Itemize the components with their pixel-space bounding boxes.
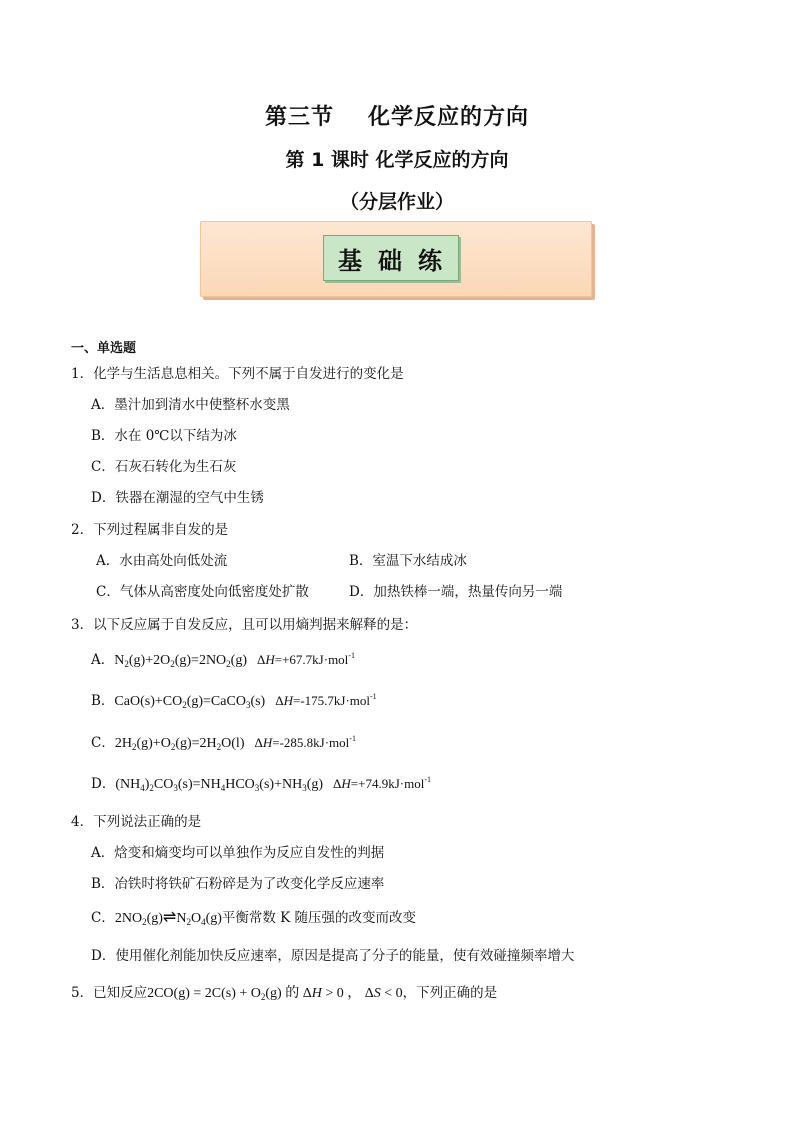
question-2-option-b: B．室温下水结成冰 [349,553,467,569]
question-2-stem: 2．下列过程属非自发的是 [71,522,229,538]
banner [200,221,592,297]
banner-label: 基础练 [323,235,459,281]
question-2-option-d: D．加热铁棒一端，热量传向另一端 [349,584,563,600]
page-title [0,100,794,131]
homework-label: （分层作业） [339,191,454,213]
question-1-option-c: C．石灰石转化为生石灰 [91,459,237,475]
question-1-stem: 1．化学与生活息息相关。下列不属于自发进行的变化是 [71,366,404,382]
question-3-option-c: C．$2H_2(g)+O_2(g)=2H_2O(l)$ ΔH=-285.8kJ·mol$^{-1}$ [91,734,356,752]
question-3-option-a: A．$N_2(g)+2O_2(g)=2NO_2(g)$ ΔH=+67.7kJ·mol$^{-1}$ [91,651,355,669]
question-3-option-d: D．$(NH_4)_2CO_3(s)=NH_4HCO_3(s)+NH_3(g)$ ΔH=+74.9kJ·mol$^{-1}$ [91,775,431,793]
question-4-option-d: D．使用催化剂能加快反应速率，原因是提高了分子的能量，使有效碰撞频率增大 [91,948,575,964]
question-2-option-c: C．气体从高密度处向低密度处扩散 [96,584,309,600]
question-4-option-b: B．冶铁时将铁矿石粉碎是为了改变化学反应速率 [91,876,385,892]
question-1-option-d: D．铁器在潮湿的空气中生锈 [91,490,264,506]
question-4-stem: 4．下列说法正确的是 [71,814,202,830]
question-2-option-a: A．水由高处向低处流 [96,553,228,569]
question-3-stem: 3．以下反应属于自发反应，且可以用熵判据来解释的是： [71,617,418,633]
question-1-option-a: A．墨汁加到清水中使整杯水变黑 [91,397,290,413]
lesson-title: 第 1 课时 化学反应的方向 [285,149,509,171]
question-3-option-b: B．$CaO(s)+CO_2(g)=CaCO_3(s)$ ΔH=-175.7kJ·mol$^{-1}$ [91,692,377,710]
question-4-option-c: C．$2NO_2(g)\rightleftharpoons N_2O_4(g)$平衡常数 K 随压强的改变而改变 [91,909,417,927]
section-title: 第三节 [264,105,334,130]
question-4-option-a: A．焓变和熵变均可以单独作为反应自发性的判据 [91,845,385,861]
question-1-option-b: B．水在 0℃以下结为冰 [91,428,237,444]
question-5-stem: 5．已知反应$2CO(g) = 2C(s) + O_2(g)$ 的 ΔH > 0 ， ΔS < 0，下列正确的是 [71,985,498,1002]
topic-title: 化学反应的方向 [368,105,530,130]
section-heading: 一、单选题 [71,341,137,356]
